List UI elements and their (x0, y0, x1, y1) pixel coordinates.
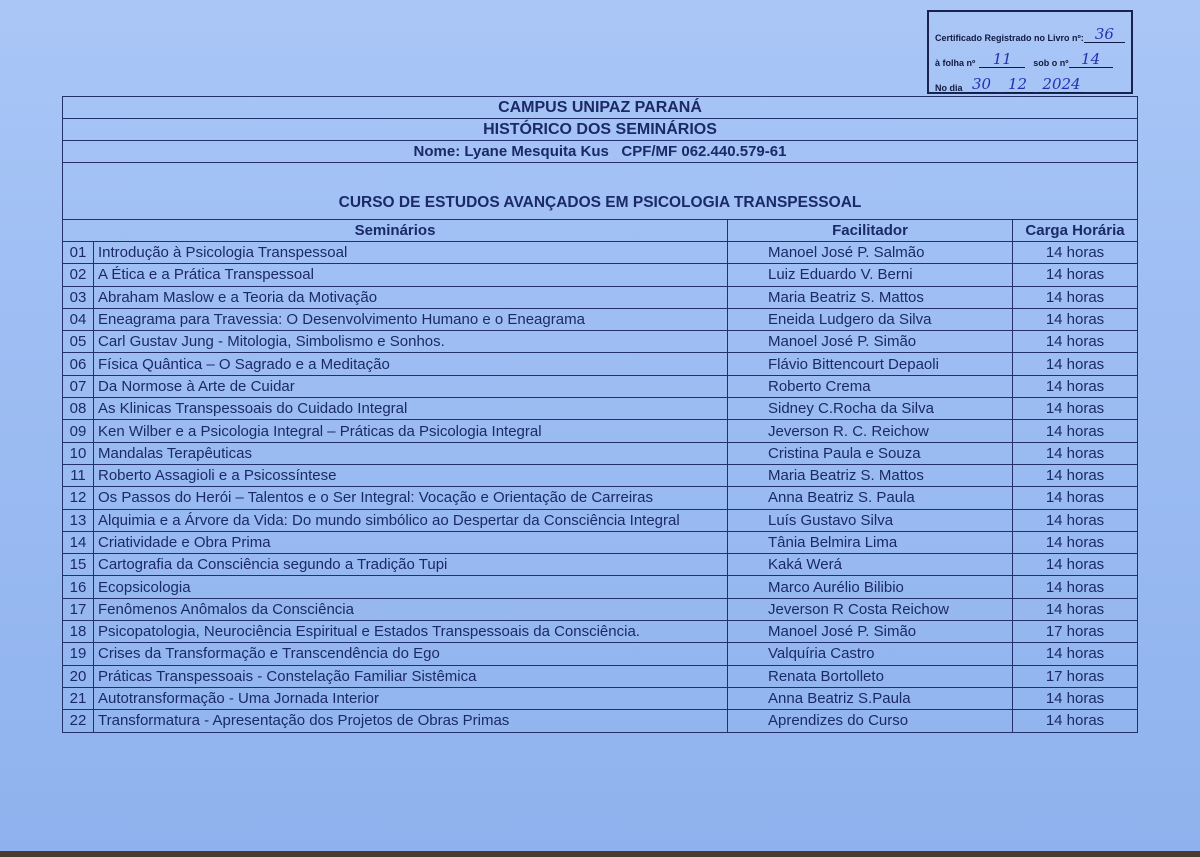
workload-hours: 14 horas (1013, 687, 1138, 709)
row-number: 11 (63, 464, 94, 486)
table-row (63, 331, 1138, 353)
stamp-date-label: No dia (935, 83, 963, 93)
seminar-title: Física Quântica – O Sagrado e a Meditação (94, 353, 728, 375)
seminar-title: Crises da Transformação e Transcendência do Ego (94, 643, 728, 665)
table-row (63, 353, 1138, 375)
row-number: 17 (63, 598, 94, 620)
seminar-title: Eneagrama para Travessia: O Desenvolvimento Humano e o Eneagrama (94, 308, 728, 330)
facilitator-name: Sidney C.Rocha da Silva (728, 398, 1013, 420)
facilitator-name: Jeverson R. C. Reichow (728, 420, 1013, 442)
seminar-title: Autotransformação - Uma Jornada Interior (94, 687, 728, 709)
table-row (63, 242, 1138, 264)
workload-hours: 14 horas (1013, 576, 1138, 598)
facilitator-name: Manoel José P. Salmão (728, 242, 1013, 264)
table-row (63, 643, 1138, 665)
row-number: 06 (63, 353, 94, 375)
stamp-book-line (935, 18, 1125, 43)
seminar-title: Abraham Maslow e a Teoria da Motivação (94, 286, 728, 308)
seminar-title: Psicopatologia, Neurociência Espiritual e Estados Transpessoais da Consciência. (94, 621, 728, 643)
background-surface (0, 851, 1200, 857)
stamp-page-number: 11 (979, 51, 1025, 68)
row-number: 19 (63, 643, 94, 665)
seminar-title: Introdução à Psicologia Transpessoal (94, 242, 728, 264)
workload-hours: 17 horas (1013, 621, 1138, 643)
stamp-entry-number: 14 (1069, 51, 1113, 68)
stamp-page-line (935, 43, 1125, 68)
facilitator-name: Kaká Werá (728, 554, 1013, 576)
stamp-date-line (935, 68, 1125, 93)
seminar-title: Transformatura - Apresentação dos Projetos de Obras Primas (94, 710, 728, 732)
workload-hours: 14 horas (1013, 375, 1138, 397)
facilitator-name: Cristina Paula e Souza (728, 442, 1013, 464)
row-number: 03 (63, 286, 94, 308)
seminar-title: As Klinicas Transpessoais do Cuidado Integral (94, 398, 728, 420)
facilitator-name: Marco Aurélio Bilibio (728, 576, 1013, 598)
course-title: CURSO DE ESTUDOS AVANÇADOS EM PSICOLOGIA TRANSPESSOAL (63, 163, 1138, 220)
workload-hours: 17 horas (1013, 665, 1138, 687)
facilitator-name: Aprendizes do Curso (728, 710, 1013, 732)
table-row (63, 308, 1138, 330)
facilitator-name: Eneida Ludgero da Silva (728, 308, 1013, 330)
seminar-title: Criatividade e Obra Prima (94, 531, 728, 553)
seminar-title: Ecopsicologia (94, 576, 728, 598)
row-number: 13 (63, 509, 94, 531)
seminar-title: Mandalas Terapêuticas (94, 442, 728, 464)
workload-hours: 14 horas (1013, 420, 1138, 442)
row-number: 22 (63, 710, 94, 732)
facilitator-name: Manoel José P. Simão (728, 331, 1013, 353)
registration-stamp (927, 10, 1133, 94)
document-title: HISTÓRICO DOS SEMINÁRIOS (63, 119, 1138, 141)
stamp-book-label: Certificado Registrado no Livro nº: (935, 33, 1084, 43)
row-number: 07 (63, 375, 94, 397)
row-number: 09 (63, 420, 94, 442)
workload-hours: 14 horas (1013, 286, 1138, 308)
workload-hours: 14 horas (1013, 331, 1138, 353)
table-row (63, 621, 1138, 643)
column-header-hours: Carga Horária (1013, 220, 1138, 242)
row-number: 14 (63, 531, 94, 553)
workload-hours: 14 horas (1013, 398, 1138, 420)
workload-hours: 14 horas (1013, 264, 1138, 286)
workload-hours: 14 horas (1013, 509, 1138, 531)
table-row (63, 531, 1138, 553)
facilitator-name: Luiz Eduardo V. Berni (728, 264, 1013, 286)
table-row (63, 576, 1138, 598)
workload-hours: 14 horas (1013, 308, 1138, 330)
facilitator-name: Roberto Crema (728, 375, 1013, 397)
table-row (63, 687, 1138, 709)
table-row (63, 286, 1138, 308)
stamp-page-label: à folha nº (935, 58, 976, 68)
workload-hours: 14 horas (1013, 242, 1138, 264)
workload-hours: 14 horas (1013, 353, 1138, 375)
table-row (63, 442, 1138, 464)
seminar-title: Ken Wilber e a Psicologia Integral – Práticas da Psicologia Integral (94, 420, 728, 442)
facilitator-name: Renata Bortolleto (728, 665, 1013, 687)
facilitator-name: Luís Gustavo Silva (728, 509, 1013, 531)
table-row (63, 598, 1138, 620)
seminar-title: Roberto Assagioli e a Psicossíntese (94, 464, 728, 486)
workload-hours: 14 horas (1013, 598, 1138, 620)
facilitator-name: Manoel José P. Simão (728, 621, 1013, 643)
table-row (63, 487, 1138, 509)
row-number: 12 (63, 487, 94, 509)
stamp-month: 12 (1003, 76, 1033, 93)
row-number: 16 (63, 576, 94, 598)
row-number: 04 (63, 308, 94, 330)
row-number: 21 (63, 687, 94, 709)
table-row (63, 375, 1138, 397)
column-header-seminar: Seminários (63, 220, 728, 242)
facilitator-name: Valquíria Castro (728, 643, 1013, 665)
stamp-book-number: 36 (1084, 26, 1125, 43)
row-number: 18 (63, 621, 94, 643)
table-row (63, 710, 1138, 732)
table-row (63, 509, 1138, 531)
stamp-day: 30 (967, 76, 997, 93)
stamp-entry-label: sob o nº (1033, 58, 1069, 68)
seminar-title: Cartografia da Consciência segundo a Tradição Tupi (94, 554, 728, 576)
seminar-history-table (62, 96, 1138, 733)
seminar-title: Fenômenos Anômalos da Consciência (94, 598, 728, 620)
stamp-year: 2024 (1039, 76, 1085, 93)
workload-hours: 14 horas (1013, 643, 1138, 665)
table-row (63, 398, 1138, 420)
workload-hours: 14 horas (1013, 710, 1138, 732)
workload-hours: 14 horas (1013, 442, 1138, 464)
seminar-title: Alquimia e a Árvore da Vida: Do mundo simbólico ao Despertar da Consciência Integral (94, 509, 728, 531)
table-row (63, 420, 1138, 442)
facilitator-name: Anna Beatriz S. Paula (728, 487, 1013, 509)
facilitator-name: Maria Beatriz S. Mattos (728, 464, 1013, 486)
column-header-facilitator: Facilitador (728, 220, 1013, 242)
seminar-title: A Ética e a Prática Transpessoal (94, 264, 728, 286)
workload-hours: 14 horas (1013, 487, 1138, 509)
facilitator-name: Anna Beatriz S.Paula (728, 687, 1013, 709)
facilitator-name: Jeverson R Costa Reichow (728, 598, 1013, 620)
table-row (63, 264, 1138, 286)
facilitator-name: Flávio Bittencourt Depaoli (728, 353, 1013, 375)
seminar-title: Da Normose à Arte de Cuidar (94, 375, 728, 397)
seminar-title: Os Passos do Herói – Talentos e o Ser Integral: Vocação e Orientação de Carreiras (94, 487, 728, 509)
workload-hours: 14 horas (1013, 554, 1138, 576)
facilitator-name: Tânia Belmira Lima (728, 531, 1013, 553)
row-number: 15 (63, 554, 94, 576)
institution-title: CAMPUS UNIPAZ PARANÁ (63, 97, 1138, 119)
row-number: 10 (63, 442, 94, 464)
row-number: 01 (63, 242, 94, 264)
table-row (63, 665, 1138, 687)
row-number: 08 (63, 398, 94, 420)
workload-hours: 14 horas (1013, 531, 1138, 553)
facilitator-name: Maria Beatriz S. Mattos (728, 286, 1013, 308)
workload-hours: 14 horas (1013, 464, 1138, 486)
seminar-title: Práticas Transpessoais - Constelação Familiar Sistêmica (94, 665, 728, 687)
seminar-title: Carl Gustav Jung - Mitologia, Simbolismo e Sonhos. (94, 331, 728, 353)
table-row (63, 464, 1138, 486)
row-number: 20 (63, 665, 94, 687)
row-number: 02 (63, 264, 94, 286)
table-row (63, 554, 1138, 576)
row-number: 05 (63, 331, 94, 353)
student-info: Nome: Lyane Mesquita Kus CPF/MF 062.440.579-61 (63, 141, 1138, 163)
